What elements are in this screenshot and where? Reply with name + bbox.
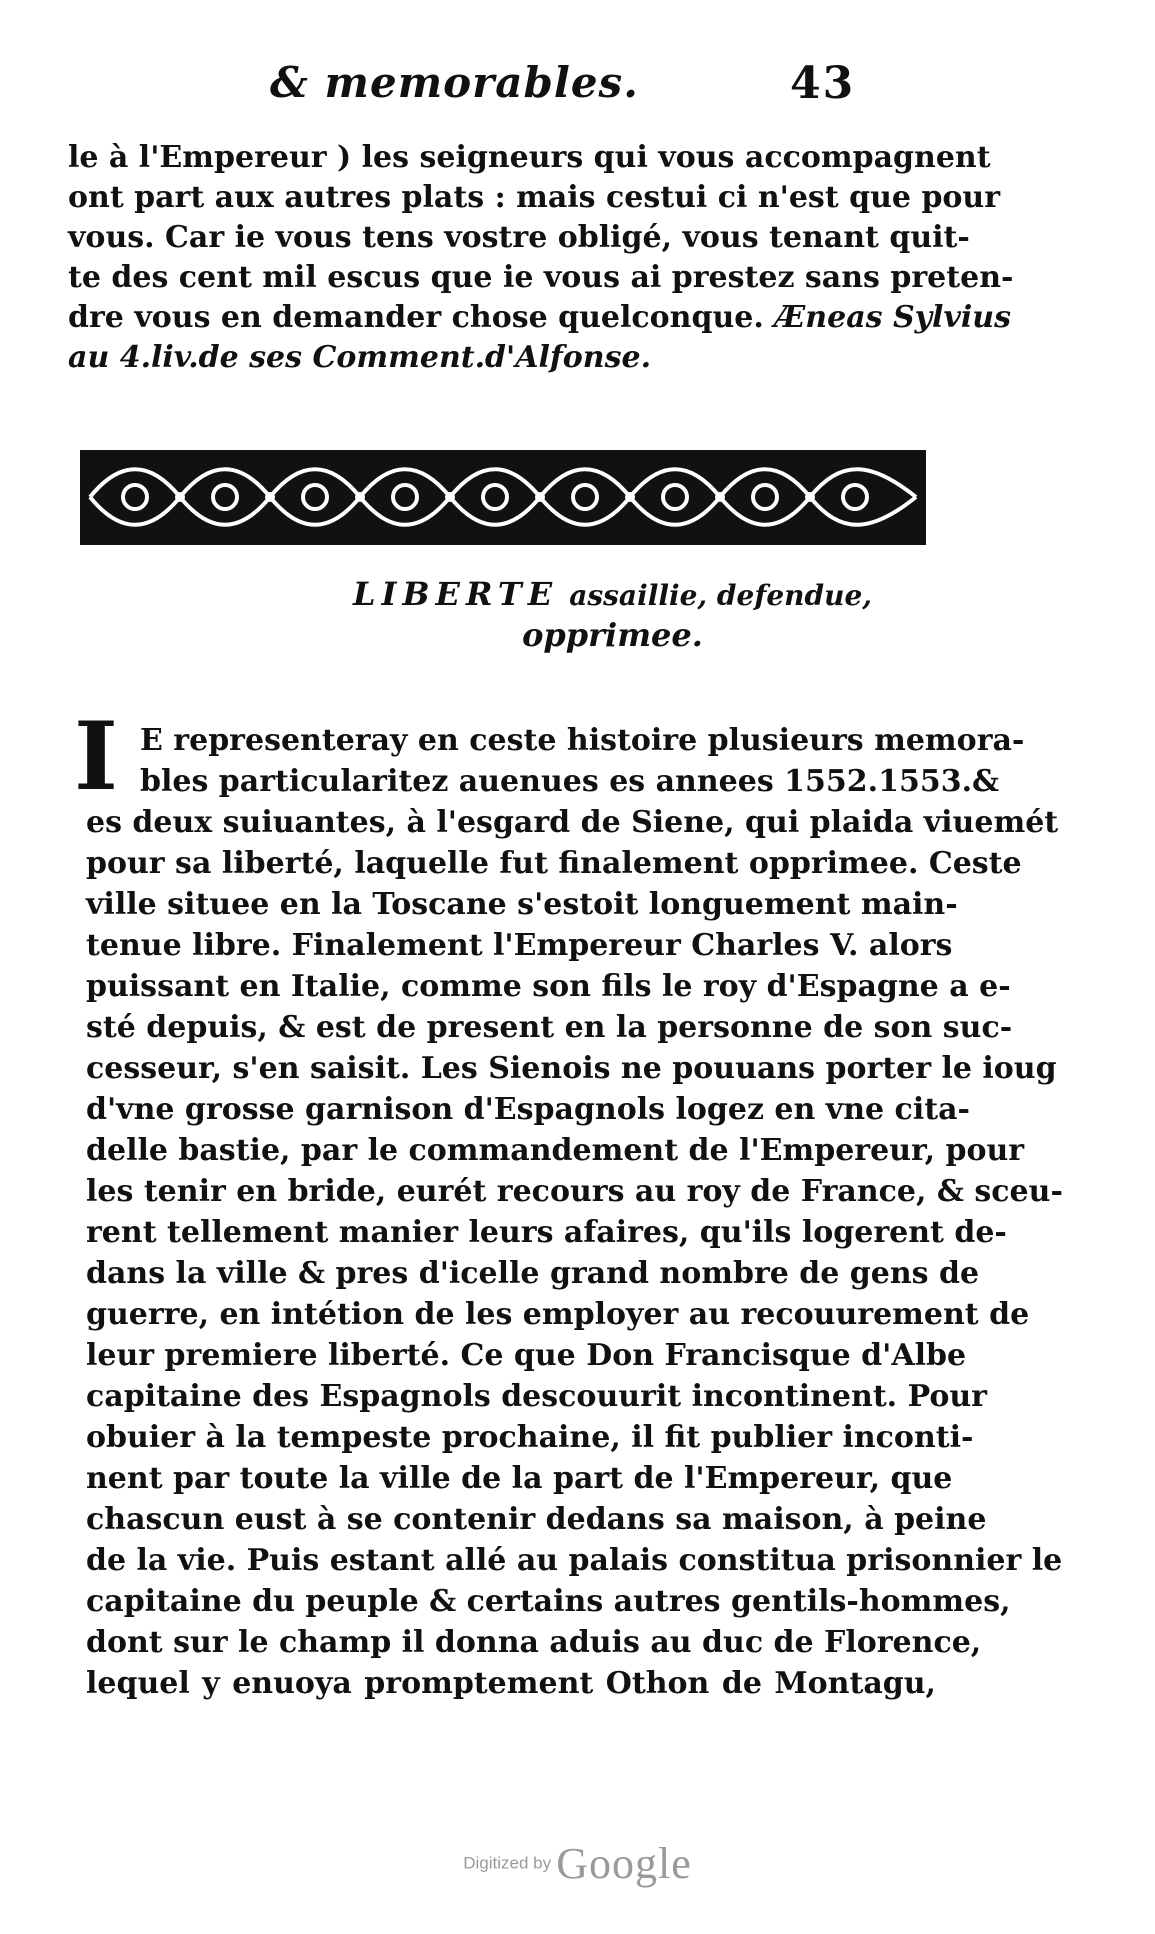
running-head: & memorables.: [270, 58, 639, 107]
text-line: de la vie. Puis estant allé au palais constitua prisonnier le: [86, 1543, 1063, 1578]
google-logo: Google: [556, 1839, 692, 1888]
text-line: [68, 298, 1011, 338]
text-line: bles particularitez auenues es annees 1552.1553.&: [140, 764, 1000, 799]
text-line: tenue libre. Finalement l'Empereur Charles V. alors: [86, 928, 953, 963]
decorative-band: [80, 450, 926, 545]
text-line: cesseur, s'en saisit. Les Sienois ne pouuans porter le ioug: [86, 1051, 1057, 1086]
text-line: es deux suiuantes, à l'esgard de Siene, qui plaida viuemét: [86, 805, 1059, 840]
drop-cap: I: [74, 702, 118, 812]
text-line: lequel y enuoya promptement Othon de Montagu,: [86, 1666, 936, 1701]
citation-line: au 4.liv.de ses Comment.d'Alfonse.: [68, 340, 652, 375]
section-title-rest: assaillie, defendue,: [569, 579, 873, 612]
text-line-content: dre vous en demander chose quelconque.: [68, 300, 764, 335]
text-line: capitaine du peuple & certains autres gentils-hommes,: [86, 1584, 1011, 1619]
text-line: dont sur le champ il donna aduis au duc de Florence,: [86, 1625, 982, 1660]
text-line: rent tellement manier leurs afaires, qu'ils logerent de-: [86, 1215, 1007, 1250]
page-number: 43: [790, 58, 856, 109]
text-line: le à l'Empereur ) les seigneurs qui vous accompagnent: [68, 140, 991, 175]
text-line: capitaine des Espagnols descouurit incontinent. Pour: [86, 1379, 987, 1414]
text-line: sté depuis, & est de present en la personne de son suc-: [86, 1010, 1013, 1045]
text-line: obuier à la tempeste prochaine, il fit publier inconti-: [86, 1420, 974, 1455]
section-body: [86, 720, 1063, 1704]
text-line: delle bastie, par le commandement de l'Empereur, pour: [86, 1133, 1025, 1168]
text-line: chascun eust à se contenir dedans sa maison, à peine: [86, 1502, 987, 1537]
text-line: puissant en Italie, comme son fils le roy d'Espagne a e-: [86, 969, 1011, 1004]
text-line: d'vne grosse garnison d'Espagnols logez en vne cita-: [86, 1092, 970, 1127]
text-line: pour sa liberté, laquelle fut finalement opprimee. Ceste: [86, 846, 1022, 881]
text-line: dans la ville & pres d'icelle grand nombre de gens de: [86, 1256, 980, 1291]
text-line: leur premiere liberté. Ce que Don Francisque d'Albe: [86, 1338, 967, 1373]
text-line: guerre, en intétion de les employer au recouurement de: [86, 1297, 1030, 1332]
section-title-line2: opprimee.: [522, 616, 703, 654]
text-line: te des cent mil escus que ie vous ai prestez sans preten-: [68, 260, 1014, 295]
digitized-watermark: [0, 1838, 1155, 1889]
section-title-caps: LIBERTE: [352, 575, 559, 613]
section-title: [0, 575, 1155, 613]
text-line: ont part aux autres plats : mais cestui ci n'est que pour: [68, 180, 1001, 215]
text-line: E representeray en ceste histoire plusieurs memora-: [140, 723, 1025, 758]
text-line: nent par toute la ville de la part de l'Empereur, que: [86, 1461, 953, 1496]
text-line: ville situee en la Toscane s'estoit longuement main-: [86, 887, 958, 922]
digitized-label: Digitized by: [463, 1853, 552, 1873]
previous-section-text: [68, 138, 1014, 378]
citation-inline: Æneas Sylvius: [774, 300, 1011, 335]
text-line: les tenir en bride, eurét recours au roy de France, & sceu-: [86, 1174, 1063, 1209]
text-line: vous. Car ie vous tens vostre obligé, vous tenant quit-: [68, 220, 970, 255]
